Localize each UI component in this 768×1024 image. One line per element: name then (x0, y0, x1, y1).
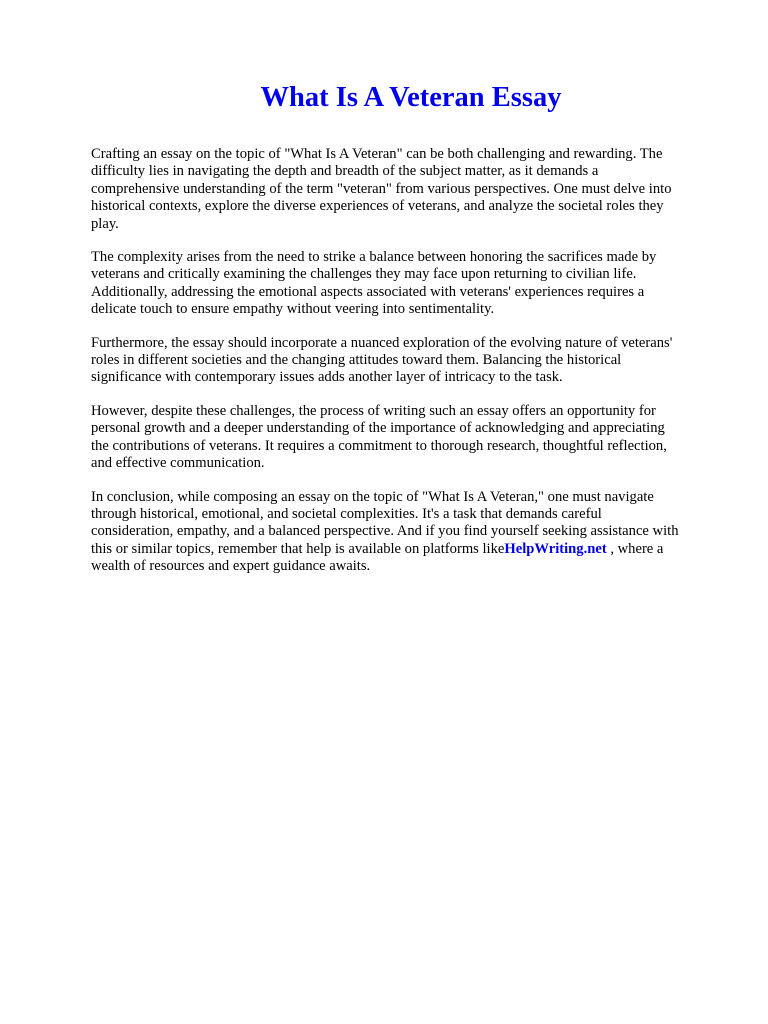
link-line-after: , where a (606, 540, 664, 557)
helpwriting-link[interactable]: HelpWriting.net (504, 540, 607, 557)
paragraph-4 (91, 403, 731, 473)
essay-body (91, 146, 731, 592)
text-line: In conclusion, while composing an essay on the topic of "What Is A Veteran," one must navigate (91, 488, 654, 505)
document-title: What Is A Veteran Essay (260, 82, 562, 113)
paragraph-2 (91, 249, 731, 319)
text-line: veterans and critically examining the challenges they may face upon returning to civilian life. (91, 266, 637, 283)
paragraph-5 (91, 489, 731, 576)
text-line: historical contexts, explore the diverse experiences of veterans, and analyze the societal roles they (91, 198, 664, 215)
text-line: play. (91, 215, 119, 232)
text-line: Additionally, addressing the emotional aspects associated with veterans' experiences requires a (91, 283, 645, 300)
text-line-with-link (91, 541, 731, 558)
paragraph-3 (91, 335, 731, 387)
text-line: Crafting an essay on the topic of "What Is A Veteran" can be both challenging and rewarding. The (91, 146, 663, 162)
text-line: However, despite these challenges, the process of writing such an essay offers an opportunity for (91, 402, 656, 419)
text-line: through historical, emotional, and societal complexities. It's a task that demands careful (91, 505, 602, 522)
text-line: wealth of resources and expert guidance awaits. (91, 558, 371, 575)
link-line-before: this or similar topics, remember that help is available on platforms like (91, 540, 505, 557)
text-line: consideration, empathy, and a balanced perspective. And if you find yourself seeking assistance with (91, 523, 679, 540)
text-line: and effective communication. (91, 455, 265, 472)
text-line: personal growth and a deeper understanding of the importance of acknowledging and appreciating (91, 420, 665, 437)
paragraph-1 (91, 146, 731, 233)
text-line: significance with contemporary issues adds another layer of intricacy to the task. (91, 369, 563, 386)
text-line: difficulty lies in navigating the depth and breadth of the subject matter, as it demands a (91, 163, 599, 180)
text-line: Furthermore, the essay should incorporate a nuanced exploration of the evolving nature of veterans' (91, 334, 673, 351)
text-line: The complexity arises from the need to strike a balance between honoring the sacrifices made by (91, 249, 657, 266)
text-line: comprehensive understanding of the term "veteran" from various perspectives. One must delve into (91, 180, 672, 197)
text-line: delicate touch to ensure empathy without veering into sentimentality. (91, 301, 495, 318)
text-line: roles in different societies and the changing attitudes toward them. Balancing the historical (91, 352, 622, 369)
text-line: the contributions of veterans. It requires a commitment to thorough research, thoughtful reflection, (91, 437, 667, 454)
